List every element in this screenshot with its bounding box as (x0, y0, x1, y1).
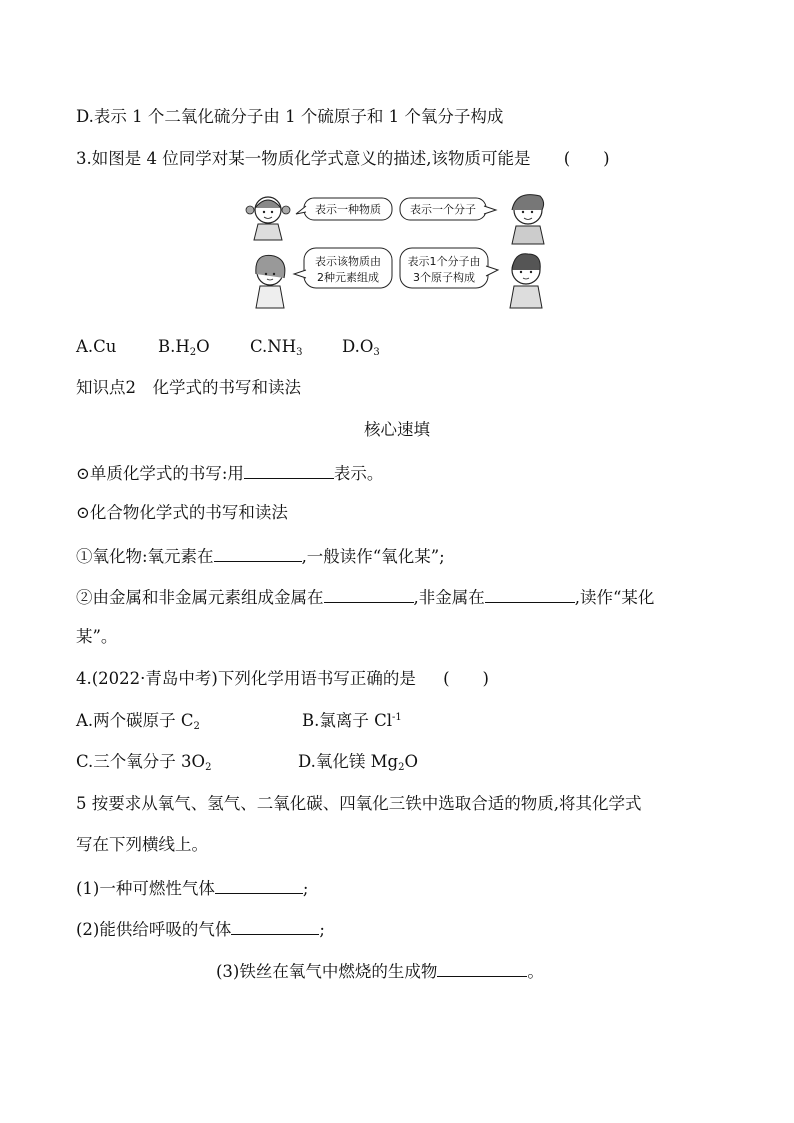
kp2-item-4 (76, 585, 654, 609)
kp2-blank-4[interactable] (485, 585, 575, 603)
kp2-title: 知识点2 化学式的书写和读法 (76, 378, 301, 397)
kp2-item-2: ⊙化合物化学式的书写和读法 (76, 503, 288, 522)
q5-part-3-post: 。 (527, 962, 544, 981)
bubble-3-line-1: 表示该物质由 (315, 255, 381, 268)
q4-option-d-pre: D.氧化镁 Mg (298, 752, 399, 771)
students-illustration (240, 190, 560, 314)
kp2-item-3 (76, 544, 445, 568)
q4-option-b-sup: -1 (392, 712, 402, 723)
q3-option-d (342, 336, 380, 358)
kp2-item-4-continued: 某”。 (76, 627, 118, 646)
student-top-right (512, 195, 544, 244)
q5-blank-3[interactable] (437, 959, 527, 977)
q5-part-3-pre: (3)铁丝在氧气中燃烧的生成物 (216, 962, 438, 981)
kp2-item-4-pre: ②由金属和非金属元素组成金属在 (76, 588, 324, 607)
q3-option-b-pre: B.H (158, 337, 190, 356)
kp2-subtitle: 核心速填 (364, 420, 430, 439)
q3-stem (76, 148, 610, 170)
q3-option-c-pre: C.NH (250, 337, 297, 356)
kp2-item-3-post: ,一般读作“氧化某”; (301, 547, 445, 566)
q5-part-3 (216, 959, 544, 983)
bubble-2-text: 表示一个分子 (410, 203, 476, 216)
bubble-4-line-2: 3个原子构成 (413, 271, 475, 284)
speech-bubble-3 (294, 248, 392, 288)
q3-answer-paren: ( ) (563, 149, 610, 168)
speech-bubble-1 (296, 198, 392, 220)
kp2-item-1-pre: ⊙单质化学式的书写:用 (76, 464, 244, 483)
student-bottom-left (256, 255, 285, 308)
student-bottom-right (510, 254, 542, 308)
q3-option-b (158, 336, 250, 358)
bubble-4-line-1: 表示1个分子由 (407, 255, 481, 268)
q4-options-row-2 (76, 751, 418, 773)
bubble-3-line-2: 2种元素组成 (317, 271, 379, 284)
q4-option-a-pre: A.两个碳原子 C (76, 711, 194, 730)
q3-option-b-post: O (196, 337, 210, 356)
q4-option-c-pre: C.三个氧分子 3O (76, 752, 206, 771)
q4-option-d-sub: 2 (398, 762, 405, 773)
q3-option-d-pre: D.O (342, 337, 374, 356)
q3-option-c-sub: 3 (296, 347, 303, 358)
q4-option-c (76, 751, 298, 773)
student-top-left (246, 197, 290, 240)
q5-part-1-pre: (1)一种可燃性气体 (76, 879, 215, 898)
kp2-item-4-post: ,读作“某化 (574, 588, 655, 607)
q4-option-d (298, 751, 418, 773)
q4-option-b-pre: B.氯离子 Cl (302, 711, 393, 730)
q3-option-c (250, 336, 342, 358)
kp2-blank-2[interactable] (214, 544, 302, 562)
kp2-blank-1[interactable] (244, 461, 334, 479)
q5-part-1 (76, 876, 308, 900)
q5-blank-2[interactable] (231, 917, 319, 935)
q3-option-a: A.Cu (76, 337, 117, 356)
kp2-item-1 (76, 461, 383, 485)
q5-part-2-pre: (2)能供给呼吸的气体 (76, 920, 232, 939)
q5-stem-line-1: 5 按要求从氧气、氢气、二氧化碳、四氧化三铁中选取合适的物质,将其化学式 (76, 794, 642, 813)
q3-option-b-sub: 2 (189, 347, 197, 358)
kp2-item-1-post: 表示。 (333, 464, 384, 483)
q5-part-2-post: ; (319, 920, 325, 939)
kp2-item-4-mid: ,非金属在 (413, 588, 485, 607)
speech-bubble-4 (400, 248, 498, 288)
q5-part-2 (76, 917, 325, 941)
q4-option-c-sub: 2 (205, 762, 212, 773)
q4-option-a (76, 710, 302, 732)
q2-option-d: D.表示 1 个二氧化硫分子由 1 个硫原子和 1 个氧分子构成 (76, 107, 504, 126)
q3-options (76, 336, 380, 358)
q4-option-a-sub: 2 (193, 721, 200, 732)
q3-stem-text: 3.如图是 4 位同学对某一物质化学式意义的描述,该物质可能是 (76, 149, 531, 168)
q4-answer-paren: ( ) (443, 669, 489, 688)
q5-part-1-post: ; (302, 879, 309, 898)
kp2-item-3-pre: ①氧化物:氧元素在 (76, 547, 214, 566)
q5-stem-line-2: 写在下列横线上。 (76, 835, 208, 854)
q4-stem-text: 4.(2022·青岛中考)下列化学用语书写正确的是 (76, 669, 416, 688)
kp2-blank-3[interactable] (324, 585, 414, 603)
bubble-1-text: 表示一种物质 (315, 203, 381, 216)
q4-option-b (302, 710, 402, 732)
speech-bubble-2 (400, 198, 496, 220)
q5-blank-1[interactable] (215, 876, 303, 894)
q3-option-d-sub: 3 (373, 347, 380, 358)
q4-stem (76, 668, 489, 690)
q4-options-row-1 (76, 710, 402, 732)
q4-option-d-post: O (404, 752, 418, 771)
